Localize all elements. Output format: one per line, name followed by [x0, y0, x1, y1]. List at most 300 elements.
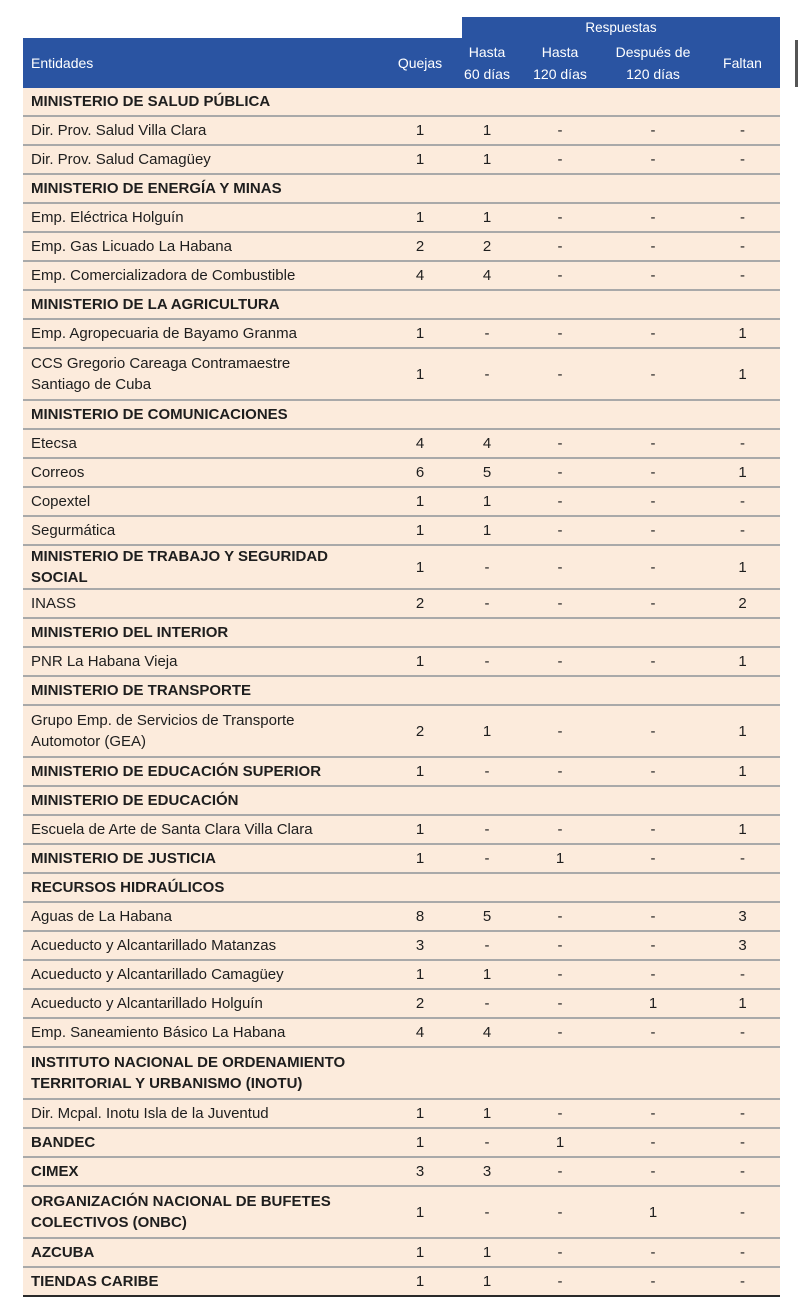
hasta-120-cell: - [519, 116, 601, 145]
quejas-cell: 4 [385, 1018, 455, 1047]
table-row [23, 705, 780, 757]
despues-120-cell: - [601, 757, 705, 786]
despues-120-cell: - [601, 1099, 705, 1128]
entity-name-cell [23, 1018, 385, 1047]
entity-name-line: ORGANIZACIÓN NACIONAL DE BUFETES [31, 1193, 331, 1210]
hasta-60-cell: 1 [455, 960, 519, 989]
quejas-cell: 1 [385, 1099, 455, 1128]
faltan-cell: - [705, 1128, 780, 1157]
hasta-120-cell: - [519, 232, 601, 261]
faltan-cell: 1 [705, 647, 780, 676]
hasta-120-cell: - [519, 319, 601, 348]
respuestas-group-header: Respuestas [462, 17, 780, 38]
despues-120-cell: - [601, 1128, 705, 1157]
quejas-cell: 1 [385, 757, 455, 786]
entity-name-cell [23, 400, 385, 429]
entity-name-line: MINISTERIO DE LA AGRICULTURA [31, 296, 280, 313]
hasta-120-cell [519, 618, 601, 647]
faltan-cell: - [705, 1238, 780, 1267]
despues-120-cell: 1 [601, 1186, 705, 1238]
entity-name-line: MINISTERIO DE EDUCACIÓN SUPERIOR [31, 763, 322, 780]
table-row-entity-group [23, 1128, 780, 1157]
despues-120-cell [601, 618, 705, 647]
hasta-60-cell: - [455, 815, 519, 844]
hasta-60-cell: 2 [455, 232, 519, 261]
faltan-cell: 1 [705, 348, 780, 400]
entity-name-cell [23, 88, 385, 116]
entity-name-line: Etecsa [31, 435, 77, 452]
table-row-entity-group [23, 290, 780, 319]
despues-120-cell: - [601, 145, 705, 174]
table-row [23, 960, 780, 989]
quejas-cell: 1 [385, 516, 455, 545]
hasta-60-cell [455, 676, 519, 705]
entity-name-cell [23, 1047, 385, 1099]
faltan-cell: - [705, 1099, 780, 1128]
col-header-despues-120 [601, 38, 705, 88]
despues-120-cell [601, 174, 705, 203]
col-header-despues-120-line1: Después de [615, 44, 691, 60]
despues-120-cell [601, 786, 705, 815]
hasta-120-cell: - [519, 487, 601, 516]
despues-120-cell: - [601, 545, 705, 589]
quejas-cell: 1 [385, 815, 455, 844]
quejas-cell [385, 290, 455, 319]
entity-name-cell [23, 1238, 385, 1267]
despues-120-cell: - [601, 203, 705, 232]
quejas-cell: 1 [385, 1186, 455, 1238]
col-header-entidades: Entidades [23, 38, 385, 88]
entity-name-line: Emp. Gas Licuado La Habana [31, 238, 232, 255]
despues-120-cell [601, 873, 705, 902]
table-row [23, 931, 780, 960]
hasta-60-cell: - [455, 647, 519, 676]
quejas-cell: 4 [385, 429, 455, 458]
despues-120-cell: - [601, 815, 705, 844]
despues-120-cell: - [601, 1157, 705, 1186]
table-row-entity-group [23, 88, 780, 116]
faltan-cell: - [705, 116, 780, 145]
faltan-cell: 3 [705, 931, 780, 960]
entity-name-cell [23, 618, 385, 647]
hasta-60-cell: 1 [455, 516, 519, 545]
table-row [23, 1099, 780, 1128]
quejas-cell: 1 [385, 1267, 455, 1296]
hasta-60-cell: 5 [455, 902, 519, 931]
despues-120-cell: - [601, 319, 705, 348]
table-row [23, 589, 780, 618]
faltan-cell: - [705, 516, 780, 545]
entity-name-line: Emp. Eléctrica Holguín [31, 209, 184, 226]
col-header-hasta-120-line1: Hasta [541, 44, 579, 60]
hasta-60-cell: 4 [455, 429, 519, 458]
hasta-60-cell [455, 174, 519, 203]
hasta-60-cell: 5 [455, 458, 519, 487]
quejas-cell: 1 [385, 348, 455, 400]
entity-name-cell [23, 757, 385, 786]
hasta-60-cell [455, 873, 519, 902]
hasta-60-cell [455, 400, 519, 429]
hasta-60-cell: - [455, 844, 519, 873]
despues-120-cell: - [601, 429, 705, 458]
hasta-120-cell: - [519, 348, 601, 400]
hasta-120-cell [519, 290, 601, 319]
despues-120-cell: - [601, 116, 705, 145]
despues-120-cell: - [601, 960, 705, 989]
table-row-entity-group [23, 1157, 780, 1186]
table-row [23, 145, 780, 174]
entity-name-cell [23, 676, 385, 705]
entity-name-cell [23, 1099, 385, 1128]
hasta-120-cell [519, 174, 601, 203]
entity-name-cell [23, 261, 385, 290]
hasta-60-cell: - [455, 589, 519, 618]
despues-120-cell: - [601, 647, 705, 676]
entity-name-cell [23, 844, 385, 873]
hasta-120-cell [519, 1047, 601, 1099]
entity-name-line: MINISTERIO DE JUSTICIA [31, 850, 217, 867]
entity-name-line: Acueducto y Alcantarillado Holguín [31, 995, 263, 1012]
quejas-cell: 1 [385, 1238, 455, 1267]
table-row [23, 429, 780, 458]
quejas-cell: 3 [385, 1157, 455, 1186]
despues-120-cell: - [601, 232, 705, 261]
col-header-despues-120-line2: 120 días [626, 66, 680, 82]
faltan-cell: 2 [705, 589, 780, 618]
hasta-120-cell: - [519, 589, 601, 618]
hasta-120-cell: - [519, 458, 601, 487]
despues-120-cell [601, 290, 705, 319]
table-row-entity-group [23, 1267, 780, 1296]
table-row-entity-group [23, 1186, 780, 1238]
col-header-hasta-60-line2: 60 días [464, 66, 510, 82]
hasta-60-cell: 1 [455, 705, 519, 757]
entity-name-cell [23, 429, 385, 458]
faltan-cell: - [705, 1267, 780, 1296]
faltan-cell: 1 [705, 545, 780, 589]
quejas-cell: 1 [385, 1128, 455, 1157]
quejas-cell: 1 [385, 145, 455, 174]
entity-name-cell [23, 203, 385, 232]
quejas-cell [385, 400, 455, 429]
col-header-hasta-120 [519, 38, 601, 88]
entity-name-line: Acueducto y Alcantarillado Camagüey [31, 966, 284, 983]
entity-name-cell [23, 589, 385, 618]
table-row-entity-group [23, 400, 780, 429]
quejas-cell: 2 [385, 989, 455, 1018]
entity-name-cell [23, 1186, 385, 1238]
entity-name-cell [23, 873, 385, 902]
entity-name-line: CCS Gregorio Careaga Contramaestre [31, 355, 291, 372]
entity-name-line: CIMEX [31, 1163, 79, 1180]
despues-120-cell: - [601, 487, 705, 516]
entity-name-line: Aguas de La Habana [31, 908, 172, 925]
entity-name-cell [23, 786, 385, 815]
hasta-60-cell: 4 [455, 261, 519, 290]
quejas-cell: 1 [385, 116, 455, 145]
quejas-cell [385, 676, 455, 705]
hasta-60-cell [455, 618, 519, 647]
entity-name-line: TERRITORIAL Y URBANISMO (INOTU) [31, 1075, 303, 1092]
entity-name-cell [23, 989, 385, 1018]
table-row [23, 647, 780, 676]
entity-name-line: Emp. Agropecuaria de Bayamo Granma [31, 325, 297, 342]
faltan-cell: 1 [705, 757, 780, 786]
quejas-cell [385, 786, 455, 815]
despues-120-cell: - [601, 348, 705, 400]
entity-name-line: Grupo Emp. de Servicios de Transporte [31, 712, 295, 729]
faltan-cell: - [705, 1186, 780, 1238]
faltan-cell: 1 [705, 989, 780, 1018]
quejas-cell: 1 [385, 545, 455, 589]
quejas-cell [385, 873, 455, 902]
table-body [23, 88, 780, 1296]
faltan-cell: - [705, 844, 780, 873]
col-header-hasta-60-line1: Hasta [468, 44, 506, 60]
hasta-60-cell [455, 88, 519, 116]
faltan-cell [705, 676, 780, 705]
entity-name-line: Dir. Mcpal. Inotu Isla de la Juventud [31, 1105, 269, 1122]
hasta-60-cell: 1 [455, 1238, 519, 1267]
entity-name-cell [23, 145, 385, 174]
despues-120-cell: - [601, 589, 705, 618]
table-header-row [23, 38, 780, 88]
complaints-table [23, 38, 780, 1297]
table-row [23, 487, 780, 516]
entity-name-line: Emp. Comercializadora de Combustible [31, 267, 296, 284]
entity-name-line: INASS [31, 595, 77, 612]
col-header-hasta-60 [455, 38, 519, 88]
entity-name-line: MINISTERIO DE ENERGÍA Y MINAS [31, 180, 282, 197]
entity-name-line: AZCUBA [31, 1244, 95, 1261]
hasta-120-cell: - [519, 931, 601, 960]
entity-name-line: MINISTERIO DE TRANSPORTE [31, 682, 252, 699]
entity-name-line: COLECTIVOS (ONBC) [31, 1214, 187, 1231]
entity-name-cell [23, 815, 385, 844]
entity-name-line: Escuela de Arte de Santa Clara Villa Clara [31, 821, 313, 838]
table-row-entity-group [23, 1047, 780, 1099]
table-row [23, 1018, 780, 1047]
quejas-cell: 4 [385, 261, 455, 290]
faltan-cell: - [705, 429, 780, 458]
faltan-cell: 1 [705, 319, 780, 348]
despues-120-cell: - [601, 516, 705, 545]
hasta-120-cell [519, 873, 601, 902]
entity-name-cell [23, 116, 385, 145]
quejas-cell [385, 88, 455, 116]
quejas-cell [385, 1047, 455, 1099]
entity-name-cell [23, 458, 385, 487]
entity-name-line: Dir. Prov. Salud Villa Clara [31, 122, 207, 139]
entity-name-cell [23, 290, 385, 319]
hasta-60-cell: - [455, 545, 519, 589]
entity-name-line: Segurmática [31, 522, 116, 539]
hasta-60-cell: 1 [455, 145, 519, 174]
entity-name-cell [23, 174, 385, 203]
despues-120-cell: - [601, 705, 705, 757]
entity-name-line: MINISTERIO DEL INTERIOR [31, 624, 229, 641]
hasta-120-cell: - [519, 545, 601, 589]
despues-120-cell [601, 400, 705, 429]
hasta-60-cell [455, 290, 519, 319]
hasta-60-cell: - [455, 1186, 519, 1238]
quejas-cell: 3 [385, 931, 455, 960]
hasta-120-cell: - [519, 815, 601, 844]
hasta-60-cell: - [455, 757, 519, 786]
quejas-cell: 6 [385, 458, 455, 487]
hasta-120-cell [519, 786, 601, 815]
hasta-120-cell: - [519, 989, 601, 1018]
entity-name-line: Automotor (GEA) [31, 733, 147, 750]
despues-120-cell: - [601, 844, 705, 873]
despues-120-cell: 1 [601, 989, 705, 1018]
faltan-cell: 1 [705, 815, 780, 844]
faltan-cell [705, 1047, 780, 1099]
quejas-cell: 8 [385, 902, 455, 931]
faltan-cell: - [705, 261, 780, 290]
entity-name-line: BANDEC [31, 1134, 96, 1151]
hasta-120-cell: - [519, 902, 601, 931]
entity-name-cell [23, 319, 385, 348]
hasta-60-cell: - [455, 348, 519, 400]
faltan-cell [705, 873, 780, 902]
table-row-entity-group [23, 676, 780, 705]
table-row-entity-group [23, 545, 780, 589]
faltan-cell [705, 786, 780, 815]
table-row [23, 516, 780, 545]
entity-name-cell [23, 516, 385, 545]
quejas-cell: 1 [385, 203, 455, 232]
quejas-cell: 1 [385, 844, 455, 873]
hasta-60-cell: - [455, 989, 519, 1018]
quejas-cell: 1 [385, 487, 455, 516]
hasta-120-cell: - [519, 705, 601, 757]
faltan-cell: - [705, 232, 780, 261]
entity-name-cell [23, 487, 385, 516]
hasta-60-cell: - [455, 931, 519, 960]
table-row [23, 203, 780, 232]
hasta-120-cell [519, 400, 601, 429]
quejas-cell: 2 [385, 232, 455, 261]
hasta-60-cell: 3 [455, 1157, 519, 1186]
hasta-60-cell: - [455, 1128, 519, 1157]
hasta-120-cell: - [519, 145, 601, 174]
table-row [23, 319, 780, 348]
hasta-60-cell: 1 [455, 203, 519, 232]
despues-120-cell [601, 676, 705, 705]
despues-120-cell: - [601, 458, 705, 487]
hasta-120-cell: - [519, 647, 601, 676]
col-header-quejas: Quejas [385, 38, 455, 88]
col-header-hasta-120-line2: 120 días [533, 66, 587, 82]
hasta-120-cell: - [519, 261, 601, 290]
faltan-cell [705, 174, 780, 203]
entity-name-cell [23, 1157, 385, 1186]
table-row-entity-group [23, 786, 780, 815]
entity-name-cell [23, 1128, 385, 1157]
hasta-60-cell: 4 [455, 1018, 519, 1047]
hasta-120-cell: - [519, 203, 601, 232]
hasta-60-cell: 1 [455, 116, 519, 145]
faltan-cell: - [705, 203, 780, 232]
table-row-entity-group [23, 844, 780, 873]
hasta-120-cell: - [519, 1238, 601, 1267]
hasta-120-cell [519, 676, 601, 705]
hasta-120-cell: - [519, 516, 601, 545]
col-header-faltan: Faltan [705, 38, 780, 88]
entity-name-cell [23, 931, 385, 960]
entity-name-cell [23, 348, 385, 400]
faltan-cell [705, 290, 780, 319]
hasta-120-cell [519, 88, 601, 116]
hasta-120-cell: - [519, 1099, 601, 1128]
entity-name-line: Dir. Prov. Salud Camagüey [31, 151, 211, 168]
table-row [23, 261, 780, 290]
entity-name-line: Emp. Saneamiento Básico La Habana [31, 1024, 286, 1041]
table-row [23, 989, 780, 1018]
entity-name-cell [23, 545, 385, 589]
quejas-cell: 2 [385, 589, 455, 618]
table-row [23, 458, 780, 487]
entity-name-line: MINISTERIO DE SALUD PÚBLICA [31, 93, 271, 110]
entity-name-cell [23, 232, 385, 261]
faltan-cell [705, 400, 780, 429]
quejas-cell: 2 [385, 705, 455, 757]
hasta-120-cell: - [519, 1267, 601, 1296]
quejas-cell: 1 [385, 319, 455, 348]
table-row [23, 348, 780, 400]
hasta-60-cell: - [455, 319, 519, 348]
table-row [23, 116, 780, 145]
entity-name-cell [23, 960, 385, 989]
despues-120-cell: - [601, 1267, 705, 1296]
quejas-cell [385, 174, 455, 203]
hasta-60-cell [455, 786, 519, 815]
table-row-entity-group [23, 1238, 780, 1267]
despues-120-cell: - [601, 902, 705, 931]
hasta-60-cell: 1 [455, 487, 519, 516]
hasta-120-cell: - [519, 757, 601, 786]
table-row-entity-group [23, 174, 780, 203]
entity-name-line: TIENDAS CARIBE [31, 1273, 159, 1290]
hasta-120-cell: - [519, 1186, 601, 1238]
quejas-cell [385, 618, 455, 647]
despues-120-cell [601, 88, 705, 116]
entity-name-cell [23, 705, 385, 757]
hasta-120-cell: 1 [519, 1128, 601, 1157]
entity-name-line: Acueducto y Alcantarillado Matanzas [31, 937, 277, 954]
faltan-cell: - [705, 1157, 780, 1186]
entity-name-line: INSTITUTO NACIONAL DE ORDENAMIENTO [31, 1054, 346, 1071]
faltan-cell: - [705, 487, 780, 516]
faltan-cell [705, 88, 780, 116]
despues-120-cell: - [601, 931, 705, 960]
entity-name-cell [23, 647, 385, 676]
quejas-cell: 1 [385, 960, 455, 989]
table-row [23, 232, 780, 261]
despues-120-cell: - [601, 261, 705, 290]
entity-name-cell [23, 1267, 385, 1296]
entity-name-line: MINISTERIO DE TRABAJO Y SEGURIDAD SOCIAL [31, 548, 328, 586]
entity-name-line: MINISTERIO DE EDUCACIÓN [31, 792, 239, 809]
faltan-cell: - [705, 1018, 780, 1047]
entity-name-line: Correos [31, 464, 85, 481]
entity-name-line: PNR La Habana Vieja [31, 653, 178, 670]
table-row [23, 902, 780, 931]
hasta-120-cell: - [519, 429, 601, 458]
faltan-cell: 1 [705, 458, 780, 487]
hasta-60-cell [455, 1047, 519, 1099]
